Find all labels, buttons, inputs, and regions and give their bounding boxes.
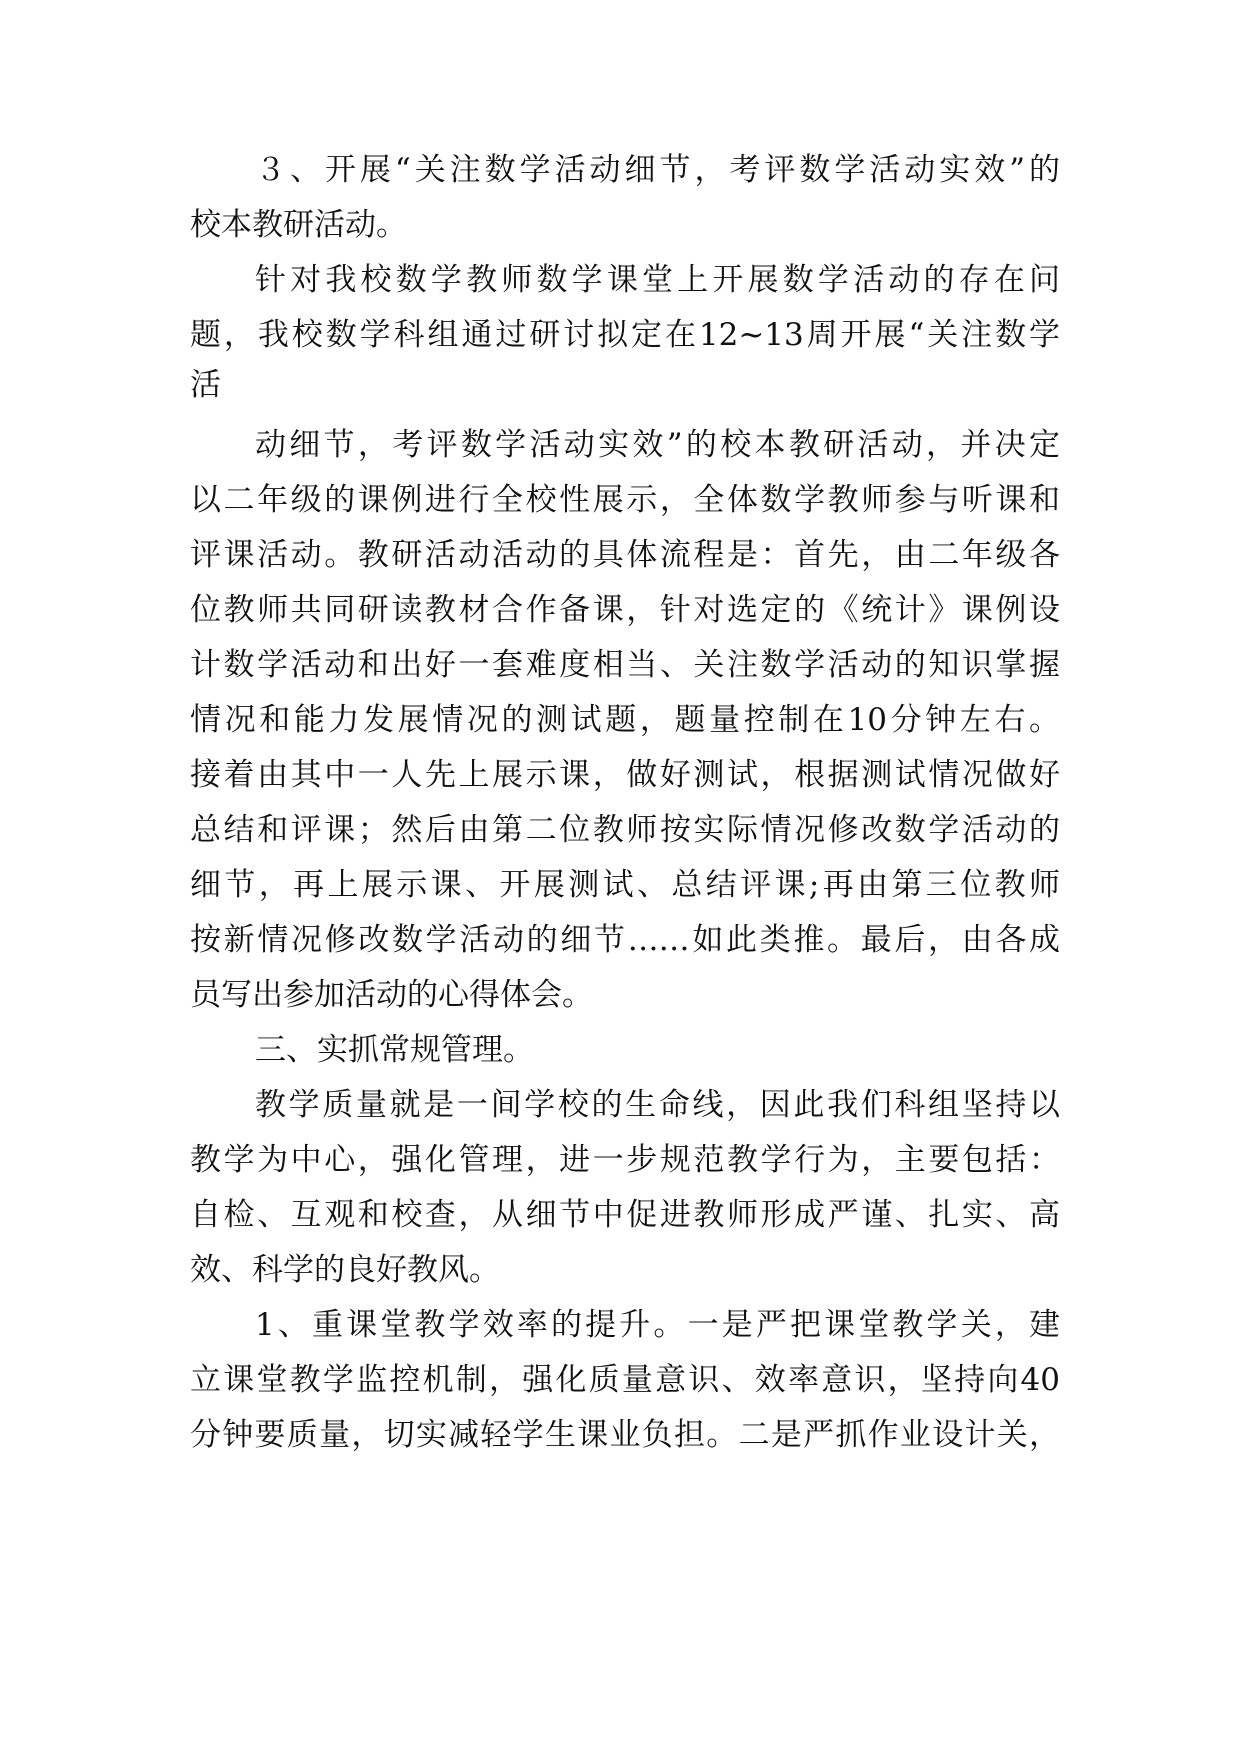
paragraph-line: ３、开展“关注数学活动细节，考评数学活动实效”的 (255, 152, 1060, 188)
paragraph-line: 效、科学的良好教风。 (190, 1252, 500, 1288)
paragraph-line: 细节，再上展示课、开展测试、总结评课;再由第三位教师 (190, 867, 1060, 903)
paragraph-line: 立课堂教学监控机制，强化质量意识、效率意识，坚持向40 (190, 1362, 1060, 1398)
paragraph-line: 员写出参加活动的心得体会。 (190, 977, 593, 1013)
paragraph-line: 自检、互观和校查，从细节中促进教师形成严谨、扎实、高 (190, 1197, 1060, 1233)
section-heading: 三、实抓常规管理。 (255, 1032, 534, 1068)
paragraph-line: 教学质量就是一间学校的生命线，因此我们科组坚持以 (255, 1087, 1060, 1123)
paragraph-line: 位教师共同研读教材合作备课，针对选定的《统计》课例设 (190, 592, 1060, 628)
paragraph-line: 分钟要质量，切实减轻学生课业负担。二是严抓作业设计关， (190, 1417, 1060, 1453)
paragraph-line: 接着由其中一人先上展示课，做好测试，根据测试情况做好 (190, 757, 1060, 793)
paragraph-line: 以二年级的课例进行全校性展示，全体数学教师参与听课和 (190, 482, 1060, 518)
paragraph-line: 校本教研活动。 (190, 207, 407, 243)
paragraph-line: 题，我校数学科组通过研讨拟定在12~13周开展“关注数学 (190, 317, 1060, 353)
paragraph-line: 1、重课堂教学效率的提升。一是严把课堂教学关，建 (255, 1307, 1060, 1343)
paragraph-line: 活 (190, 367, 221, 403)
paragraph-line: 评课活动。教研活动活动的具体流程是：首先，由二年级各 (190, 537, 1060, 573)
paragraph-line: 按新情况修改数学活动的细节……如此类推。最后，由各成 (190, 922, 1060, 958)
paragraph-line: 情况和能力发展情况的测试题，题量控制在10分钟左右。 (190, 702, 1060, 738)
paragraph-line: 针对我校数学教师数学课堂上开展数学活动的存在问 (255, 262, 1060, 298)
paragraph-line: 教学为中心，强化管理，进一步规范教学行为，主要包括： (190, 1142, 1060, 1178)
paragraph-line: 总结和评课；然后由第二位教师按实际情况修改数学活动的 (190, 812, 1060, 848)
paragraph-line: 计数学活动和出好一套难度相当、关注数学活动的知识掌握 (190, 647, 1060, 683)
paragraph-line: 动细节，考评数学活动实效”的校本教研活动，并决定 (255, 427, 1060, 463)
